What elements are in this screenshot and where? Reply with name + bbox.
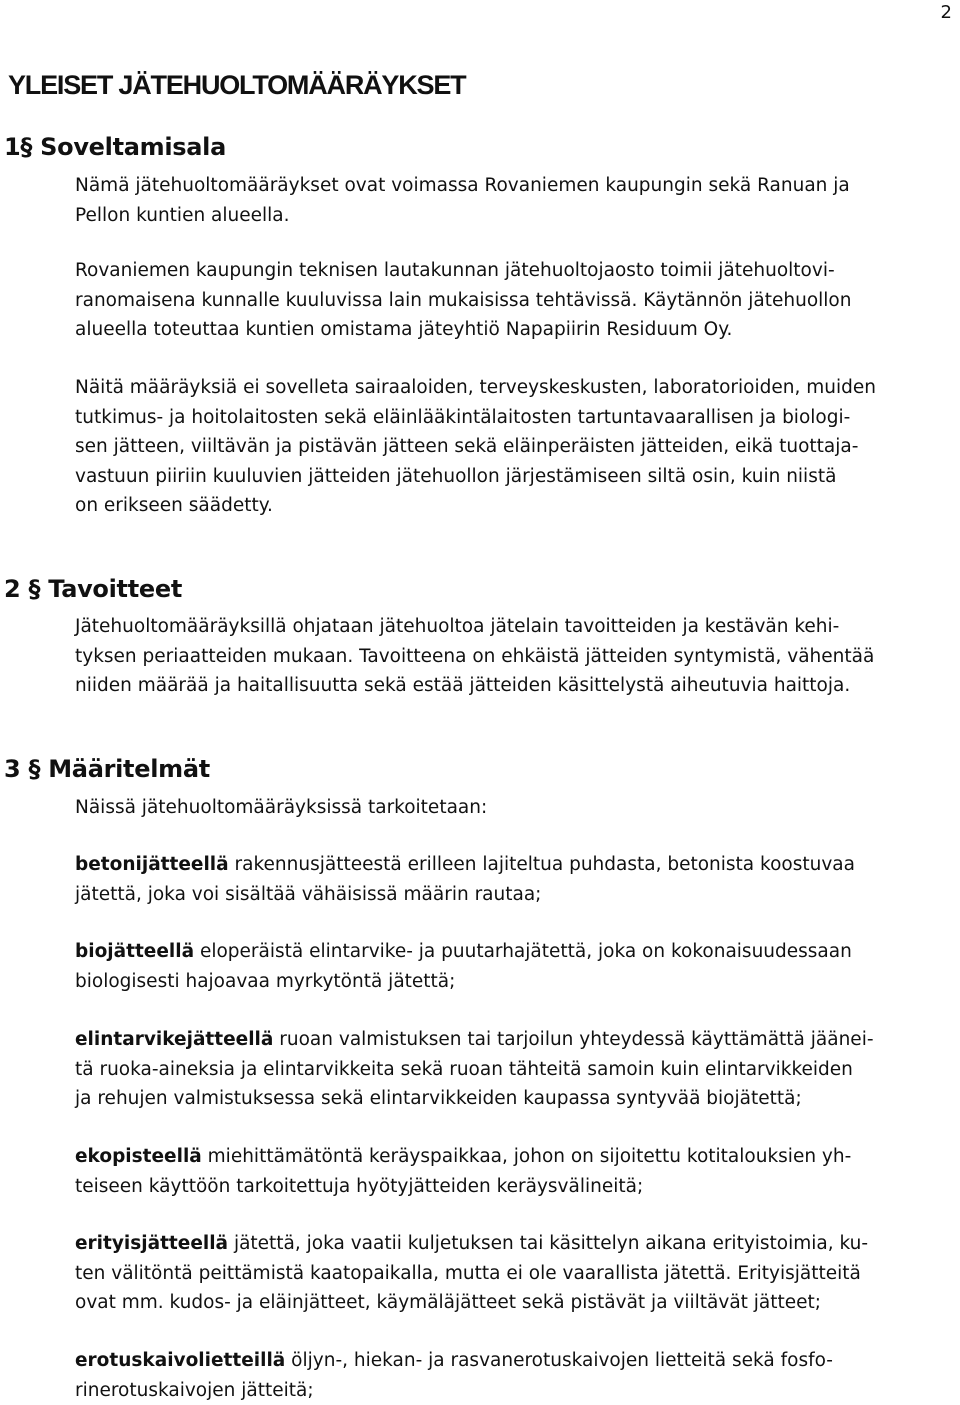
definitions-intro bbox=[75, 793, 945, 823]
text-line: ovat mm. kudos- ja eläinjätteet, käymäläjätteet sekä pistävät ja viiltävät jätteet; bbox=[75, 1288, 945, 1318]
text-line: Jätehuoltomääräyksillä ohjataan jätehuoltoa jätelain tavoitteiden ja kestävän kehi- bbox=[75, 612, 945, 642]
text-line: ja rehujen valmistuksessa sekä elintarvikkeiden kaupassa syntyvää biojätettä; bbox=[75, 1084, 945, 1114]
text-line bbox=[75, 937, 945, 967]
text-line: biologisesti hajoavaa myrkytöntä jätettä; bbox=[75, 967, 945, 997]
text-line: ten välitöntä peittämistä kaatopaikalla, mutta ei ole vaarallista jätettä. Erityisjätteitä bbox=[75, 1259, 945, 1289]
definition-betonijate bbox=[75, 850, 945, 909]
definition-text: eloperäistä elintarvike- ja puutarhajätettä, joka on kokonaisuudessaan bbox=[200, 941, 852, 962]
text-line bbox=[75, 850, 945, 880]
text-line bbox=[75, 1025, 945, 1055]
text-line bbox=[75, 1229, 945, 1259]
section-heading-soveltamisala: 1§ Soveltamisala bbox=[4, 133, 226, 161]
text-line: ranomaisena kunnalle kuuluvissa lain mukaisissa tehtävissä. Käytännön jätehuollon bbox=[75, 286, 945, 316]
paragraph bbox=[75, 373, 945, 521]
definition-text: ruoan valmistuksen tai tarjoilun yhteydessä käyttämättä jäänei- bbox=[279, 1029, 873, 1050]
text-line: tutkimus- ja hoitolaitosten sekä eläinlääkintälaitosten tartuntavaarallisen ja biologi- bbox=[75, 403, 945, 433]
text-line: tä ruoka-aineksia ja elintarvikkeita sekä ruoan tähteitä samoin kuin elintarvikkeiden bbox=[75, 1055, 945, 1085]
text-line: vastuun piiriin kuuluvien jätteiden jätehuollon järjestämiseen siltä osin, kuin niistä bbox=[75, 462, 945, 492]
section-heading-maaritelmat: 3 § Määritelmät bbox=[4, 755, 210, 783]
definition-text: jätettä, joka vaatii kuljetuksen tai käsittelyn aikana erityistoimia, ku- bbox=[234, 1233, 868, 1254]
definition-erityisjate bbox=[75, 1229, 945, 1318]
definition-biojate bbox=[75, 937, 945, 996]
definition-ekopiste bbox=[75, 1142, 945, 1201]
text-line: sen jätteen, viiltävän ja pistävän jätteen sekä eläinperäisten jätteiden, eikä tuottaja- bbox=[75, 432, 945, 462]
document-title: YLEISET JÄTEHUOLTOMÄÄRÄYKSET bbox=[8, 70, 465, 101]
definition-term: erotuskaivolietteillä bbox=[75, 1350, 285, 1371]
text-line: Nämä jätehuoltomääräykset ovat voimassa Rovaniemen kaupungin sekä Ranuan ja bbox=[75, 171, 945, 201]
text-line: jätettä, joka voi sisältää vähäisissä määrin rautaa; bbox=[75, 880, 945, 910]
page-number: 2 bbox=[941, 2, 952, 23]
definition-text: öljyn-, hiekan- ja rasvanerotuskaivojen lietteitä sekä fosfo- bbox=[291, 1350, 833, 1371]
definition-elintarvikejate bbox=[75, 1025, 945, 1114]
text-line: Näissä jätehuoltomääräyksissä tarkoitetaan: bbox=[75, 793, 945, 823]
definition-term: betonijätteellä bbox=[75, 854, 229, 875]
text-line bbox=[75, 1346, 945, 1376]
text-line: niiden määrää ja haitallisuutta sekä estää jätteiden käsittelystä aiheutuvia haittoja. bbox=[75, 671, 945, 701]
text-line: rinerotuskaivojen jätteitä; bbox=[75, 1376, 945, 1405]
definition-text: rakennusjätteestä erilleen lajiteltua puhdasta, betonista koostuvaa bbox=[235, 854, 855, 875]
text-line: alueella toteuttaa kuntien omistama jäteyhtiö Napapiirin Residuum Oy. bbox=[75, 315, 945, 345]
definition-text: miehittämätöntä keräyspaikkaa, johon on sijoitettu kotitalouksien yh- bbox=[208, 1146, 852, 1167]
text-line: teiseen käyttöön tarkoitettuja hyötyjätteiden keräysvälineitä; bbox=[75, 1172, 945, 1202]
definition-term: erityisjätteellä bbox=[75, 1233, 228, 1254]
section-heading-tavoitteet: 2 § Tavoitteet bbox=[4, 575, 182, 603]
text-line: on erikseen säädetty. bbox=[75, 491, 945, 521]
text-line: tyksen periaatteiden mukaan. Tavoitteena on ehkäistä jätteiden syntymistä, vähentää bbox=[75, 642, 945, 672]
text-line: Näitä määräyksiä ei sovelleta sairaaloiden, terveyskeskusten, laboratorioiden, muiden bbox=[75, 373, 945, 403]
definition-term: biojätteellä bbox=[75, 941, 194, 962]
text-line: Rovaniemen kaupungin teknisen lautakunnan jätehuoltojaosto toimii jätehuoltovi- bbox=[75, 256, 945, 286]
definition-term: ekopisteellä bbox=[75, 1146, 202, 1167]
definition-erotuskaivoliete bbox=[75, 1346, 945, 1405]
paragraph bbox=[75, 171, 945, 230]
text-line: Pellon kuntien alueella. bbox=[75, 201, 945, 231]
definition-term: elintarvikejätteellä bbox=[75, 1029, 273, 1050]
paragraph bbox=[75, 256, 945, 345]
text-line bbox=[75, 1142, 945, 1172]
paragraph bbox=[75, 612, 945, 701]
